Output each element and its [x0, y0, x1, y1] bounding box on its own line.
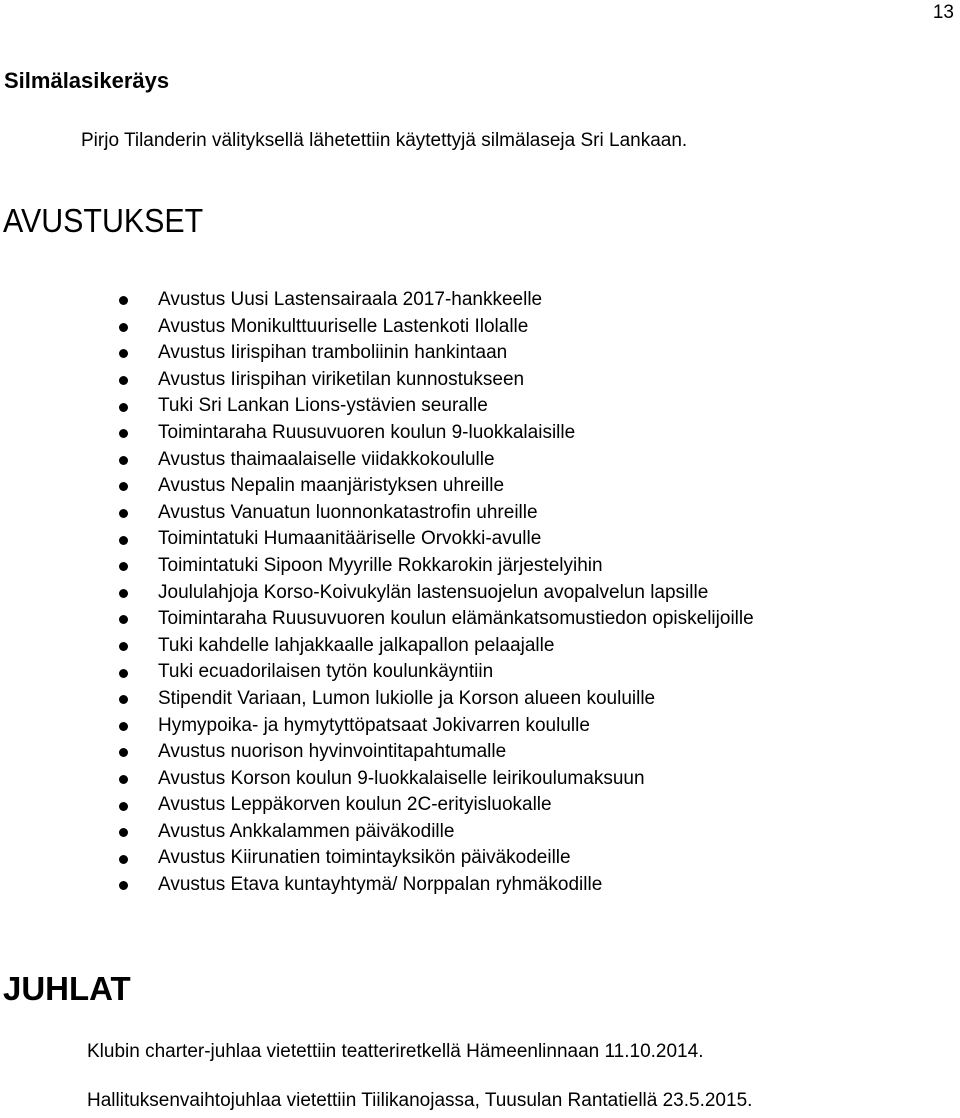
list-item: [0, 633, 754, 660]
list-item: [0, 872, 754, 899]
celebration-paragraph-charter: Klubin charter-juhlaa vietettiin teatteriretkellä Hämeenlinnaan 11.10.2014.: [87, 1041, 704, 1062]
list-item: [0, 314, 754, 341]
bullet-icon: [119, 429, 128, 438]
list-item-text: Tuki ecuadorilaisen tytön koulunkäyntiin: [158, 661, 494, 683]
bullet-icon: [119, 695, 128, 704]
list-item-text: Tuki kahdelle lahjakkaalle jalkapallon pelaajalle: [158, 634, 555, 656]
list-item: [0, 659, 754, 686]
bullet-icon: [119, 456, 128, 465]
bullet-icon: [119, 802, 128, 811]
list-item-text: Toimintatuki Sipoon Myyrille Rokkarokin järjestelyihin: [158, 554, 603, 576]
bullet-icon: [119, 775, 128, 784]
grants-list: [0, 287, 754, 899]
bullet-icon: [119, 482, 128, 491]
list-item-text: Avustus Etava kuntayhtymä/ Norppalan ryhmäkodille: [158, 874, 603, 896]
section-heading-grants: AVUSTUKSET: [3, 202, 204, 239]
list-item-text: Tuki Sri Lankan Lions-ystävien seuralle: [158, 395, 488, 417]
list-item: [0, 473, 754, 500]
list-item-text: Toimintatuki Humaanitääriselle Orvokki-avulle: [158, 528, 542, 550]
celebration-paragraph-board-change: Hallituksenvaihtojuhlaa vietettiin Tiilikanojassa, Tuusulan Rantatiellä 23.5.2015.: [87, 1090, 753, 1111]
list-item: [0, 606, 754, 633]
list-item: [0, 500, 754, 527]
list-item-text: Stipendit Variaan, Lumon lukiolle ja Korson alueen kouluille: [158, 687, 656, 709]
list-item: [0, 553, 754, 580]
list-item: [0, 792, 754, 819]
list-item-text: Avustus Iirispihan viriketilan kunnostukseen: [158, 368, 525, 390]
bullet-icon: [119, 615, 128, 624]
list-item-text: Avustus Nepalin maanjäristyksen uhreille: [158, 475, 505, 497]
page-number: 13: [932, 2, 954, 23]
list-item-text: Joululahjoja Korso-Koivukylän lastensuojelun avopalvelun lapsille: [158, 581, 709, 603]
list-item: [0, 526, 754, 553]
list-item-text: Avustus Monikulttuuriselle Lastenkoti Ilolalle: [158, 315, 529, 337]
bullet-icon: [119, 562, 128, 571]
glasses-paragraph: Pirjo Tilanderin välityksellä lähetettiin käytettyjä silmälaseja Sri Lankaan.: [81, 130, 688, 151]
bullet-icon: [119, 828, 128, 837]
list-item: [0, 340, 754, 367]
list-item: [0, 713, 754, 740]
bullet-icon: [119, 296, 128, 305]
bullet-icon: [119, 748, 128, 757]
bullet-icon: [119, 349, 128, 358]
list-item: [0, 420, 754, 447]
list-item: [0, 845, 754, 872]
list-item: [0, 447, 754, 474]
section-heading-celebrations: JUHLAT: [3, 970, 131, 1007]
list-item: [0, 580, 754, 607]
list-item: [0, 739, 754, 766]
list-item: [0, 393, 754, 420]
list-item-text: Avustus Korson koulun 9-luokkalaiselle leirikoulumaksuun: [158, 767, 645, 789]
list-item-text: Toimintaraha Ruusuvuoren koulun 9-luokkalaisille: [158, 421, 576, 443]
list-item-text: Toimintaraha Ruusuvuoren koulun elämänkatsomustiedon opiskelijoille: [158, 608, 754, 630]
bullet-icon: [119, 669, 128, 678]
list-item-text: Hymypoika- ja hymytyttöpatsaat Jokivarren koululle: [158, 714, 590, 736]
bullet-icon: [119, 509, 128, 518]
bullet-icon: [119, 881, 128, 890]
bullet-icon: [119, 536, 128, 545]
bullet-icon: [119, 855, 128, 864]
bullet-icon: [119, 642, 128, 651]
bullet-icon: [119, 403, 128, 412]
list-item-text: Avustus Ankkalammen päiväkodille: [158, 820, 455, 842]
list-item-text: Avustus Leppäkorven koulun 2C-erityisluokalle: [158, 794, 552, 816]
list-item-text: Avustus thaimaalaiselle viidakkokoululle: [158, 448, 495, 470]
bullet-icon: [119, 722, 128, 731]
section-heading-glasses: Silmälasikeräys: [4, 68, 170, 93]
bullet-icon: [119, 376, 128, 385]
list-item-text: Avustus nuorison hyvinvointitapahtumalle: [158, 741, 507, 763]
list-item-text: Avustus Uusi Lastensairaala 2017-hankkeelle: [158, 289, 543, 310]
list-item: [0, 686, 754, 713]
list-item: [0, 766, 754, 793]
list-item: [0, 367, 754, 394]
list-item-text: Avustus Kiirunatien toimintayksikön päiväkodeille: [158, 847, 571, 869]
list-item: [0, 819, 754, 846]
list-item: [0, 287, 754, 314]
bullet-icon: [119, 589, 128, 598]
bullet-icon: [119, 323, 128, 332]
list-item-text: Avustus Iirispihan tramboliinin hankintaan: [158, 342, 508, 364]
list-item-text: Avustus Vanuatun luonnonkatastrofin uhreille: [158, 501, 538, 523]
